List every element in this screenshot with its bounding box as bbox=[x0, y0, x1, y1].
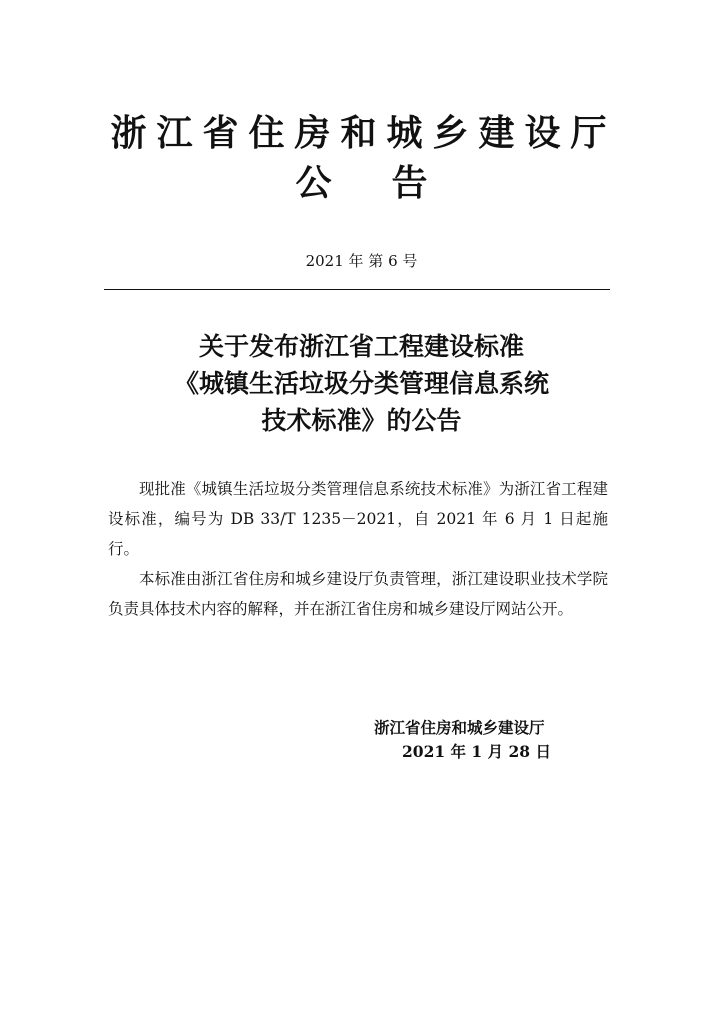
signature-date: 2021 年 1 月 28 日 bbox=[402, 742, 551, 761]
title-line-1: 关于发布浙江省工程建设标准 bbox=[198, 332, 524, 361]
signature-organization: 浙江省住房和城乡建设厅 bbox=[374, 719, 545, 737]
title-line-2: 《城镇生活垃圾分类管理信息系统 bbox=[173, 369, 549, 398]
announcement-body bbox=[108, 474, 608, 624]
announcement-title bbox=[0, 328, 723, 439]
document-type-heading: 公告 bbox=[295, 163, 488, 204]
body-paragraph-1: 现批准《城镇生活垃圾分类管理信息系统技术标准》为浙江省工程建设标准，编号为 DB 33/T 1235－2021，自 2021 年 6 月 1 日起施行。 bbox=[108, 480, 608, 558]
title-line-3: 技术标准》的公告 bbox=[261, 406, 462, 435]
header-divider bbox=[104, 289, 610, 290]
body-paragraph-2: 本标准由浙江省住房和城乡建设厅负责管理，浙江建设职业技术学院负责具体技术内容的解释，并在浙江省住房和城乡建设厅网站公开。 bbox=[108, 570, 608, 618]
document-number: 2021 年 第 6 号 bbox=[305, 252, 418, 270]
issuer-heading: 浙江省住房和城乡建设厅 bbox=[110, 113, 617, 154]
